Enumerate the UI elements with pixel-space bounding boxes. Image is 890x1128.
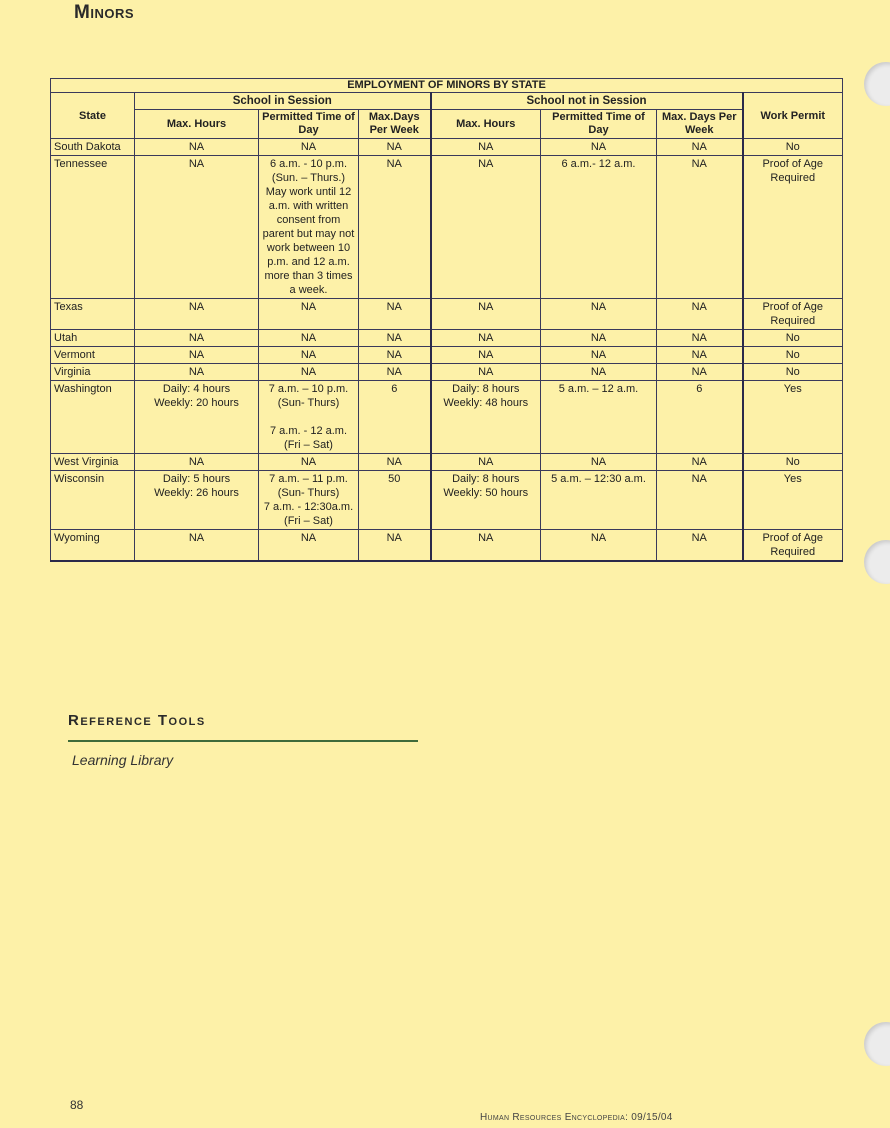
- cell-work-permit: No: [743, 139, 843, 156]
- cell-permitted-time: NA: [259, 347, 359, 364]
- cell-max-hours: NA: [135, 530, 259, 562]
- header-max-days: Max.Days Per Week: [359, 110, 431, 139]
- header-school-not-in-session: School not in Session: [431, 93, 743, 110]
- cell-permitted-time-2: NA: [541, 364, 657, 381]
- cell-max-hours: NA: [135, 330, 259, 347]
- cell-max-days-2: NA: [657, 156, 743, 299]
- cell-max-days-2: NA: [657, 530, 743, 562]
- cell-max-days-2: 6: [657, 381, 743, 454]
- cell-max-days: NA: [359, 299, 431, 330]
- cell-permitted-time: 6 a.m. - 10 p.m. (Sun. – Thurs.) May work until 12 a.m. with written consent from parent but may not work between 10 p.m. and 12 a.m. more than 3 times a week.: [259, 156, 359, 299]
- cell-state: Washington: [51, 381, 135, 454]
- table-row: [51, 347, 843, 364]
- header-max-hours: Max. Hours: [135, 110, 259, 139]
- cell-state: Wisconsin: [51, 471, 135, 530]
- header-state: State: [51, 93, 135, 139]
- cell-max-days-2: NA: [657, 299, 743, 330]
- cell-state: Virginia: [51, 364, 135, 381]
- employment-of-minors-table: [50, 78, 843, 562]
- table-body: [51, 139, 843, 562]
- cell-permitted-time: NA: [259, 139, 359, 156]
- cell-state: Tennessee: [51, 156, 135, 299]
- cell-permitted-time: NA: [259, 530, 359, 562]
- cell-work-permit: Proof of Age Required: [743, 299, 843, 330]
- cell-permitted-time: NA: [259, 330, 359, 347]
- cell-max-hours: NA: [135, 454, 259, 471]
- table-row: [51, 330, 843, 347]
- cell-permitted-time-2: NA: [541, 299, 657, 330]
- cell-max-days: 6: [359, 381, 431, 454]
- binder-hole-bottom: [864, 1022, 890, 1066]
- cell-permitted-time-2: NA: [541, 347, 657, 364]
- cell-max-days-2: NA: [657, 454, 743, 471]
- cell-max-hours-2: NA: [431, 530, 541, 562]
- cell-permitted-time-2: 5 a.m. – 12:30 a.m.: [541, 471, 657, 530]
- cell-max-hours-2: NA: [431, 364, 541, 381]
- binder-hole-middle: [864, 540, 890, 584]
- page-number: 88: [70, 1098, 84, 1112]
- cell-max-hours-2: NA: [431, 299, 541, 330]
- cell-permitted-time: 7 a.m. – 11 p.m. (Sun- Thurs) 7 a.m. - 12:30a.m. (Fri – Sat): [259, 471, 359, 530]
- cell-state: South Dakota: [51, 139, 135, 156]
- cell-max-days: NA: [359, 330, 431, 347]
- cell-permitted-time: 7 a.m. – 10 p.m. (Sun- Thurs) 7 a.m. - 12 a.m. (Fri – Sat): [259, 381, 359, 454]
- employment-table-container: [50, 78, 842, 562]
- cell-work-permit: No: [743, 364, 843, 381]
- cell-max-days: NA: [359, 364, 431, 381]
- table-row: [51, 454, 843, 471]
- cell-max-hours-2: NA: [431, 156, 541, 299]
- table-row: [51, 364, 843, 381]
- cell-max-days-2: NA: [657, 139, 743, 156]
- cell-permitted-time-2: 6 a.m.- 12 a.m.: [541, 156, 657, 299]
- cell-permitted-time-2: 5 a.m. – 12 a.m.: [541, 381, 657, 454]
- cell-state: Utah: [51, 330, 135, 347]
- heading-rule: [68, 740, 418, 742]
- cell-max-hours: Daily: 4 hours Weekly: 20 hours: [135, 381, 259, 454]
- cell-max-hours-2: Daily: 8 hours Weekly: 48 hours: [431, 381, 541, 454]
- table-row: [51, 471, 843, 530]
- cell-max-hours-2: NA: [431, 139, 541, 156]
- header-max-hours-2: Max. Hours: [431, 110, 541, 139]
- page-footer: Human Resources Encyclopedia: 09/15/04: [480, 1112, 673, 1123]
- table-row: [51, 381, 843, 454]
- cell-max-days-2: NA: [657, 471, 743, 530]
- table-row: [51, 139, 843, 156]
- header-permitted-time-2: Permitted Time of Day: [541, 110, 657, 139]
- cell-work-permit: Proof of Age Required: [743, 530, 843, 562]
- cell-max-days: NA: [359, 139, 431, 156]
- cell-max-days-2: NA: [657, 330, 743, 347]
- cell-work-permit: No: [743, 330, 843, 347]
- cell-max-days-2: NA: [657, 347, 743, 364]
- cell-state: Wyoming: [51, 530, 135, 562]
- cell-max-hours: NA: [135, 139, 259, 156]
- cell-permitted-time: NA: [259, 454, 359, 471]
- cell-work-permit: Proof of Age Required: [743, 156, 843, 299]
- cell-permitted-time-2: NA: [541, 330, 657, 347]
- cell-state: West Virginia: [51, 454, 135, 471]
- header-work-permit: Work Permit: [743, 93, 843, 139]
- cell-max-hours-2: Daily: 8 hours Weekly: 50 hours: [431, 471, 541, 530]
- cell-max-hours: NA: [135, 364, 259, 381]
- cell-permitted-time-2: NA: [541, 454, 657, 471]
- cell-state: Vermont: [51, 347, 135, 364]
- cell-max-days: NA: [359, 347, 431, 364]
- header-max-days-2: Max. Days Per Week: [657, 110, 743, 139]
- cell-max-days: NA: [359, 454, 431, 471]
- cell-max-hours: NA: [135, 299, 259, 330]
- cell-max-hours: NA: [135, 347, 259, 364]
- cell-max-days: NA: [359, 530, 431, 562]
- table-row: [51, 299, 843, 330]
- table-row: [51, 156, 843, 299]
- header-school-in-session: School in Session: [135, 93, 431, 110]
- page-title: Minors: [74, 2, 134, 23]
- cell-state: Texas: [51, 299, 135, 330]
- cell-max-hours-2: NA: [431, 347, 541, 364]
- reference-tools-heading: Reference Tools: [68, 712, 206, 729]
- cell-permitted-time: NA: [259, 299, 359, 330]
- cell-max-days: NA: [359, 156, 431, 299]
- cell-max-hours: Daily: 5 hours Weekly: 26 hours: [135, 471, 259, 530]
- header-permitted-time: Permitted Time of Day: [259, 110, 359, 139]
- cell-permitted-time-2: NA: [541, 530, 657, 562]
- binder-hole-top: [864, 62, 890, 106]
- cell-work-permit: Yes: [743, 471, 843, 530]
- cell-work-permit: Yes: [743, 381, 843, 454]
- cell-max-days-2: NA: [657, 364, 743, 381]
- cell-work-permit: No: [743, 347, 843, 364]
- table-title: EMPLOYMENT OF MINORS BY STATE: [51, 79, 843, 93]
- cell-permitted-time: NA: [259, 364, 359, 381]
- cell-max-hours: NA: [135, 156, 259, 299]
- cell-permitted-time-2: NA: [541, 139, 657, 156]
- cell-max-days: 50: [359, 471, 431, 530]
- cell-work-permit: No: [743, 454, 843, 471]
- cell-max-hours-2: NA: [431, 454, 541, 471]
- learning-library-link[interactable]: Learning Library: [72, 752, 174, 768]
- table-row: [51, 530, 843, 562]
- cell-max-hours-2: NA: [431, 330, 541, 347]
